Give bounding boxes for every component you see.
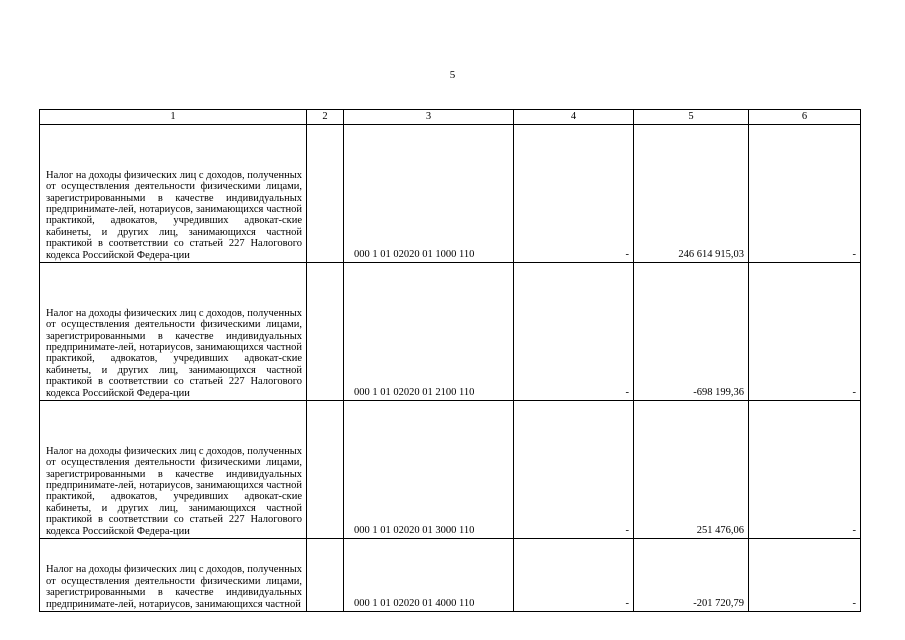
row-code: 000 1 01 02020 01 4000 110 bbox=[344, 539, 514, 612]
row-amount: -201 720,79 bbox=[634, 539, 749, 612]
report-table bbox=[39, 109, 861, 612]
row-col2 bbox=[307, 401, 344, 539]
row-code: 000 1 01 02020 01 1000 110 bbox=[344, 125, 514, 263]
column-header-6: 6 bbox=[749, 110, 861, 125]
row-col6: - bbox=[749, 401, 861, 539]
table-row bbox=[40, 263, 861, 401]
row-amount: 251 476,06 bbox=[634, 401, 749, 539]
row-description: Налог на доходы физических лиц с доходов, полученных от осуществления деятельности физическими лицами, зарегистрированными в качестве индивидуальных предпринимате-лей, нотариусов, занимающихся частной bbox=[40, 539, 307, 612]
column-header-4: 4 bbox=[514, 110, 634, 125]
table-row bbox=[40, 401, 861, 539]
table-row bbox=[40, 539, 861, 612]
row-col2 bbox=[307, 263, 344, 401]
row-amount: -698 199,36 bbox=[634, 263, 749, 401]
row-col6: - bbox=[749, 125, 861, 263]
row-col6: - bbox=[749, 263, 861, 401]
row-code: 000 1 01 02020 01 3000 110 bbox=[344, 401, 514, 539]
row-col2 bbox=[307, 125, 344, 263]
row-col4: - bbox=[514, 263, 634, 401]
row-col4: - bbox=[514, 539, 634, 612]
table-row bbox=[40, 125, 861, 263]
page-number: 5 bbox=[449, 69, 456, 81]
row-col4: - bbox=[514, 125, 634, 263]
row-amount: 246 614 915,03 bbox=[634, 125, 749, 263]
header-row bbox=[40, 110, 861, 125]
column-header-2: 2 bbox=[307, 110, 344, 125]
row-description: Налог на доходы физических лиц с доходов, полученных от осуществления деятельности физическими лицами, зарегистрированными в качестве индивидуальных предпринимате-лей, нотариусов, занимающихся частной практикой, адвокатов, учредивших адвокат-ские кабинеты, и других лиц, занимающихся частной практикой в соответствии со статьей 227 Налогового кодекса Российской Федера-ции bbox=[40, 125, 307, 263]
column-header-5: 5 bbox=[634, 110, 749, 125]
row-col2 bbox=[307, 539, 344, 612]
row-col4: - bbox=[514, 401, 634, 539]
row-description: Налог на доходы физических лиц с доходов, полученных от осуществления деятельности физическими лицами, зарегистрированными в качестве индивидуальных предпринимате-лей, нотариусов, занимающихся частной практикой, адвокатов, учредивших адвокат-ские кабинеты, и других лиц, занимающихся частной практикой в соответствии со статьей 227 Налогового кодекса Российской Федера-ции bbox=[40, 263, 307, 401]
column-header-3: 3 bbox=[344, 110, 514, 125]
row-description: Налог на доходы физических лиц с доходов, полученных от осуществления деятельности физическими лицами, зарегистрированными в качестве индивидуальных предпринимате-лей, нотариусов, занимающихся частной практикой, адвокатов, учредивших адвокат-ские кабинеты, и других лиц, занимающихся частной практикой в соответствии со статьей 227 Налогового кодекса Российской Федера-ции bbox=[40, 401, 307, 539]
row-col6: - bbox=[749, 539, 861, 612]
column-header-1: 1 bbox=[40, 110, 307, 125]
row-code: 000 1 01 02020 01 2100 110 bbox=[344, 263, 514, 401]
